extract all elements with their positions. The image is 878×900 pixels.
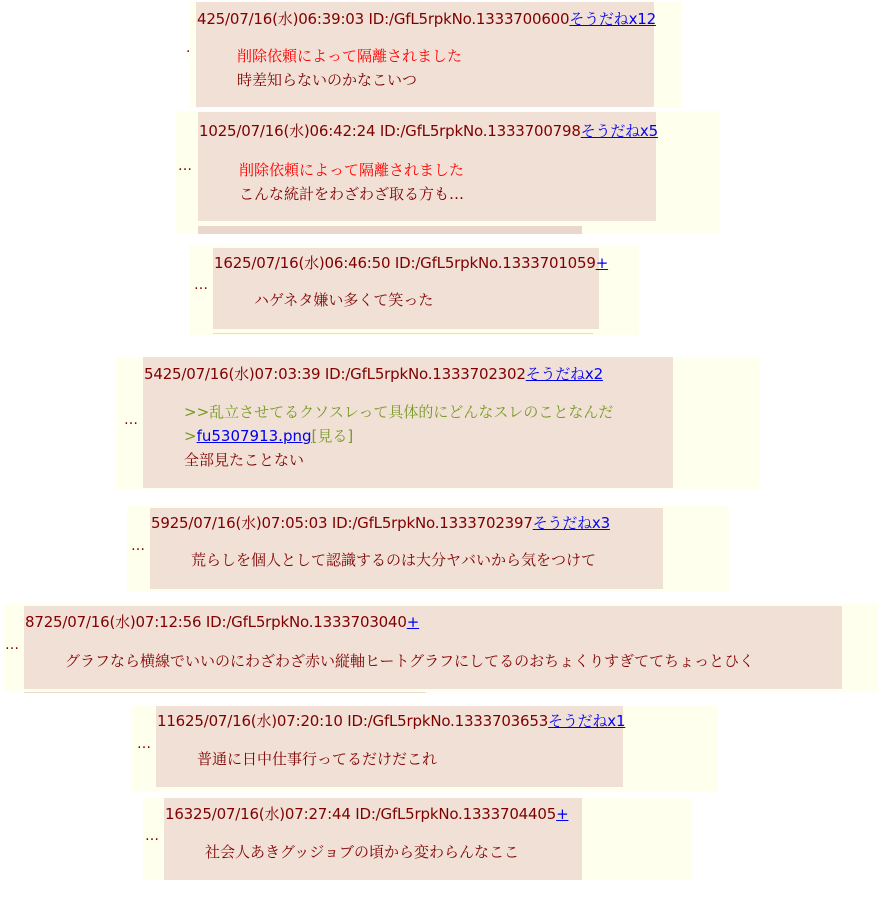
post-no: No.1333701059 <box>477 254 596 272</box>
post-number: 4 <box>197 10 207 28</box>
post-54 <box>143 357 673 488</box>
post-number: 116 <box>157 712 186 730</box>
post-datetime-id: 25/07/16(水)06:39:03 ID:/GfL5rpk <box>206 10 452 28</box>
post-body: こんな統計をわざわざ取る方も… <box>239 185 465 203</box>
omission-dots: … <box>145 828 159 844</box>
omission-dots: … <box>194 277 208 293</box>
post-header <box>165 803 568 824</box>
soudane-link[interactable]: そうだねx1 <box>548 712 626 730</box>
post-datetime-id: 25/07/16(水)06:42:24 ID:/GfL5rpk <box>217 122 463 140</box>
post-datetime-id: 25/07/16(水)07:27:44 ID:/GfL5rpk <box>193 805 439 823</box>
soudane-link[interactable]: + <box>556 805 569 823</box>
post-no: No.1333700798 <box>462 122 581 140</box>
file-quote-prefix: > <box>184 427 197 445</box>
post-no: No.1333703040 <box>288 613 407 631</box>
soudane-link[interactable]: そうだねx12 <box>569 10 656 28</box>
post-header <box>199 120 658 141</box>
divider <box>24 692 426 693</box>
post-datetime-id: 25/07/16(水)07:05:03 ID:/GfL5rpk <box>169 514 415 532</box>
post-body: 社会人あきグッジョブの頃から変わらんなここ <box>205 843 519 861</box>
post-59 <box>150 508 663 589</box>
soudane-link[interactable]: + <box>595 254 609 272</box>
post-body: ハゲネタ嫌い多くて笑った <box>254 291 434 309</box>
omission-dots: … <box>137 736 151 752</box>
soudane-link[interactable]: そうだねx3 <box>532 514 610 532</box>
post-no: No.1333700600 <box>451 10 570 28</box>
post-number: 16 <box>214 254 233 272</box>
file-line <box>184 424 353 448</box>
quote-line: >>乱立させてるクソスレって具体的にどんなスレのことなんだ <box>184 403 614 421</box>
soudane-link[interactable]: + <box>406 613 420 631</box>
omission-dots: … <box>124 412 138 428</box>
post-header <box>197 8 656 29</box>
file-link[interactable]: fu5307913.png <box>196 427 312 445</box>
soudane-link[interactable]: そうだねx5 <box>580 122 658 140</box>
partial-post-edge <box>198 226 582 234</box>
post-number: 59 <box>151 514 170 532</box>
post-body: 時差知らないのかなこいつ <box>237 71 418 89</box>
view-link[interactable]: [見る] <box>311 427 354 445</box>
post-163 <box>164 798 582 880</box>
post-body: グラフなら横線でいいのにわざわざ赤い縦軸ヒートグラフにしてるのおちょくりすぎててちょっとひく <box>65 652 755 670</box>
post-body: 全部見たことない <box>184 451 305 469</box>
post-number: 10 <box>199 122 218 140</box>
deleted-notice: 削除依頼によって隔離されました <box>237 47 463 65</box>
post-no: No.1333702302 <box>407 365 526 383</box>
omission-dots: · <box>186 44 191 60</box>
post-10 <box>198 112 656 221</box>
post-no: No.1333702397 <box>414 514 533 532</box>
post-datetime-id: 25/07/16(水)07:20:10 ID:/GfL5rpk <box>185 712 431 730</box>
post-header <box>151 512 610 533</box>
soudane-link[interactable]: そうだねx2 <box>525 365 603 383</box>
post-datetime-id: 25/07/16(水)07:03:39 ID:/GfL5rpk <box>162 365 408 383</box>
post-header <box>214 252 608 273</box>
post-header <box>144 363 603 384</box>
post-4 <box>196 2 654 107</box>
deleted-notice: 削除依頼によって隔離されました <box>239 161 465 179</box>
post-no: No.1333704405 <box>438 805 557 823</box>
post-datetime-id: 25/07/16(水)06:46:50 ID:/GfL5rpk <box>232 254 478 272</box>
post-datetime-id: 25/07/16(水)07:12:56 ID:/GfL5rpk <box>43 613 289 631</box>
post-87 <box>24 606 842 689</box>
post-body: 荒らしを個人として認識するのは大分ヤバいから気をつけて <box>191 551 597 569</box>
post-header <box>157 710 625 731</box>
post-number: 54 <box>144 365 163 383</box>
post-header <box>25 611 419 632</box>
omission-dots: … <box>178 158 192 174</box>
divider <box>213 333 593 334</box>
post-16 <box>213 248 609 329</box>
omission-dots: … <box>131 538 145 554</box>
post-number: 163 <box>165 805 194 823</box>
omission-dots: … <box>5 637 19 653</box>
post-116 <box>156 706 626 787</box>
post-body: 普通に日中仕事行ってるだけだこれ <box>197 750 438 768</box>
post-no: No.1333703653 <box>430 712 549 730</box>
post-number: 87 <box>25 613 44 631</box>
